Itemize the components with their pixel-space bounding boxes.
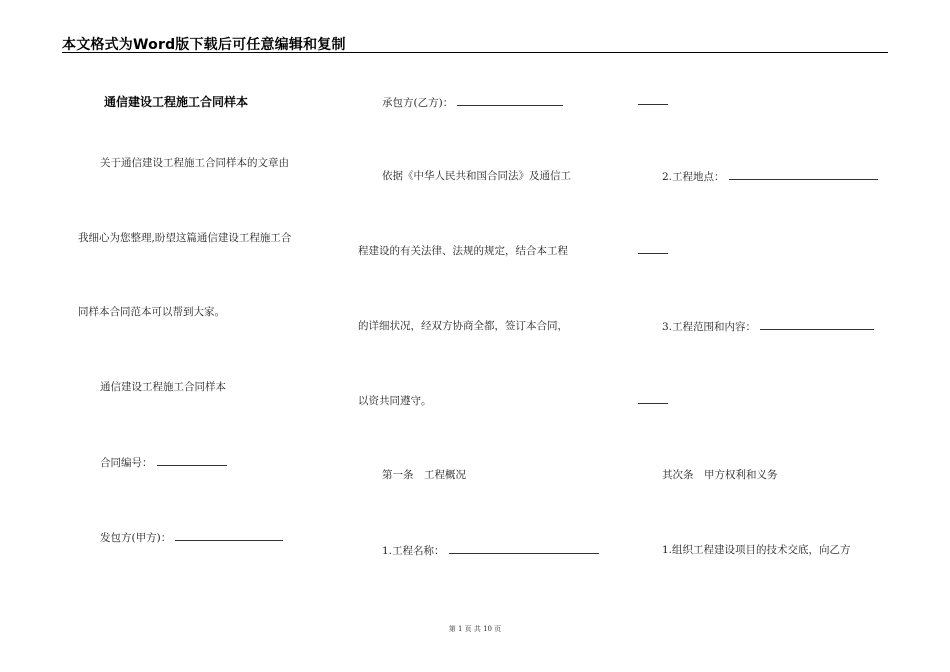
contract-subtitle: 通信建设工程施工合同样本 — [100, 381, 226, 393]
contractor-blank — [457, 95, 563, 106]
contract-number-label: 合同编号： — [100, 457, 153, 469]
project-site-blank — [729, 169, 878, 180]
contractor-label: 承包方(乙方)： — [382, 97, 454, 109]
project-name-field — [382, 543, 599, 558]
intro-line-3: 同样本合同范本可以帮到大家。 — [78, 306, 225, 318]
employer-field — [100, 530, 283, 545]
project-name-blank — [449, 543, 599, 554]
project-site-field — [662, 169, 878, 184]
basis-line-1: 依据《中华人民共和国合同法》及通信工 — [382, 170, 571, 182]
project-scope-field — [662, 319, 874, 334]
continuation-blank-2 — [638, 253, 668, 254]
continuation-blank-3 — [638, 403, 668, 404]
project-scope-label: 3.工程范围和内容： — [662, 321, 757, 333]
document-title: 通信建设工程施工合同样本 — [104, 95, 249, 109]
document-header-title: 本文格式为Word版下载后可任意编辑和复制 — [62, 37, 346, 53]
project-site-label: 2.工程地点： — [662, 171, 725, 183]
contractor-field — [382, 95, 563, 110]
project-name-label: 1.工程名称： — [382, 545, 445, 557]
intro-line-2: 我细心为您整理,盼望这篇通信建设工程施工合 — [78, 232, 292, 244]
contract-number-field — [100, 455, 227, 470]
header-divider — [62, 52, 888, 53]
project-scope-blank — [760, 319, 874, 330]
employer-blank — [175, 530, 283, 541]
contract-number-blank — [157, 455, 227, 466]
page-number: 第 1 页 共 10 页 — [448, 625, 502, 633]
article-1-heading: 第一条 工程概况 — [382, 469, 466, 481]
basis-line-3: 的详细状况，经双方协商全都，签订本合同， — [358, 320, 568, 332]
intro-line-1: 关于通信建设工程施工合同样本的文章由 — [100, 157, 289, 169]
basis-line-2: 程建设的有关法律、法规的规定，结合本工程 — [358, 245, 568, 257]
basis-line-4: 以资共同遵守。 — [358, 395, 432, 407]
duty-1-line-1: 1.组织工程建设项目的技术交底，向乙方 — [662, 544, 851, 556]
article-2-heading: 其次条 甲方权利和义务 — [662, 469, 778, 481]
employer-label: 发包方(甲方)： — [100, 532, 172, 544]
continuation-blank-1 — [638, 104, 668, 105]
